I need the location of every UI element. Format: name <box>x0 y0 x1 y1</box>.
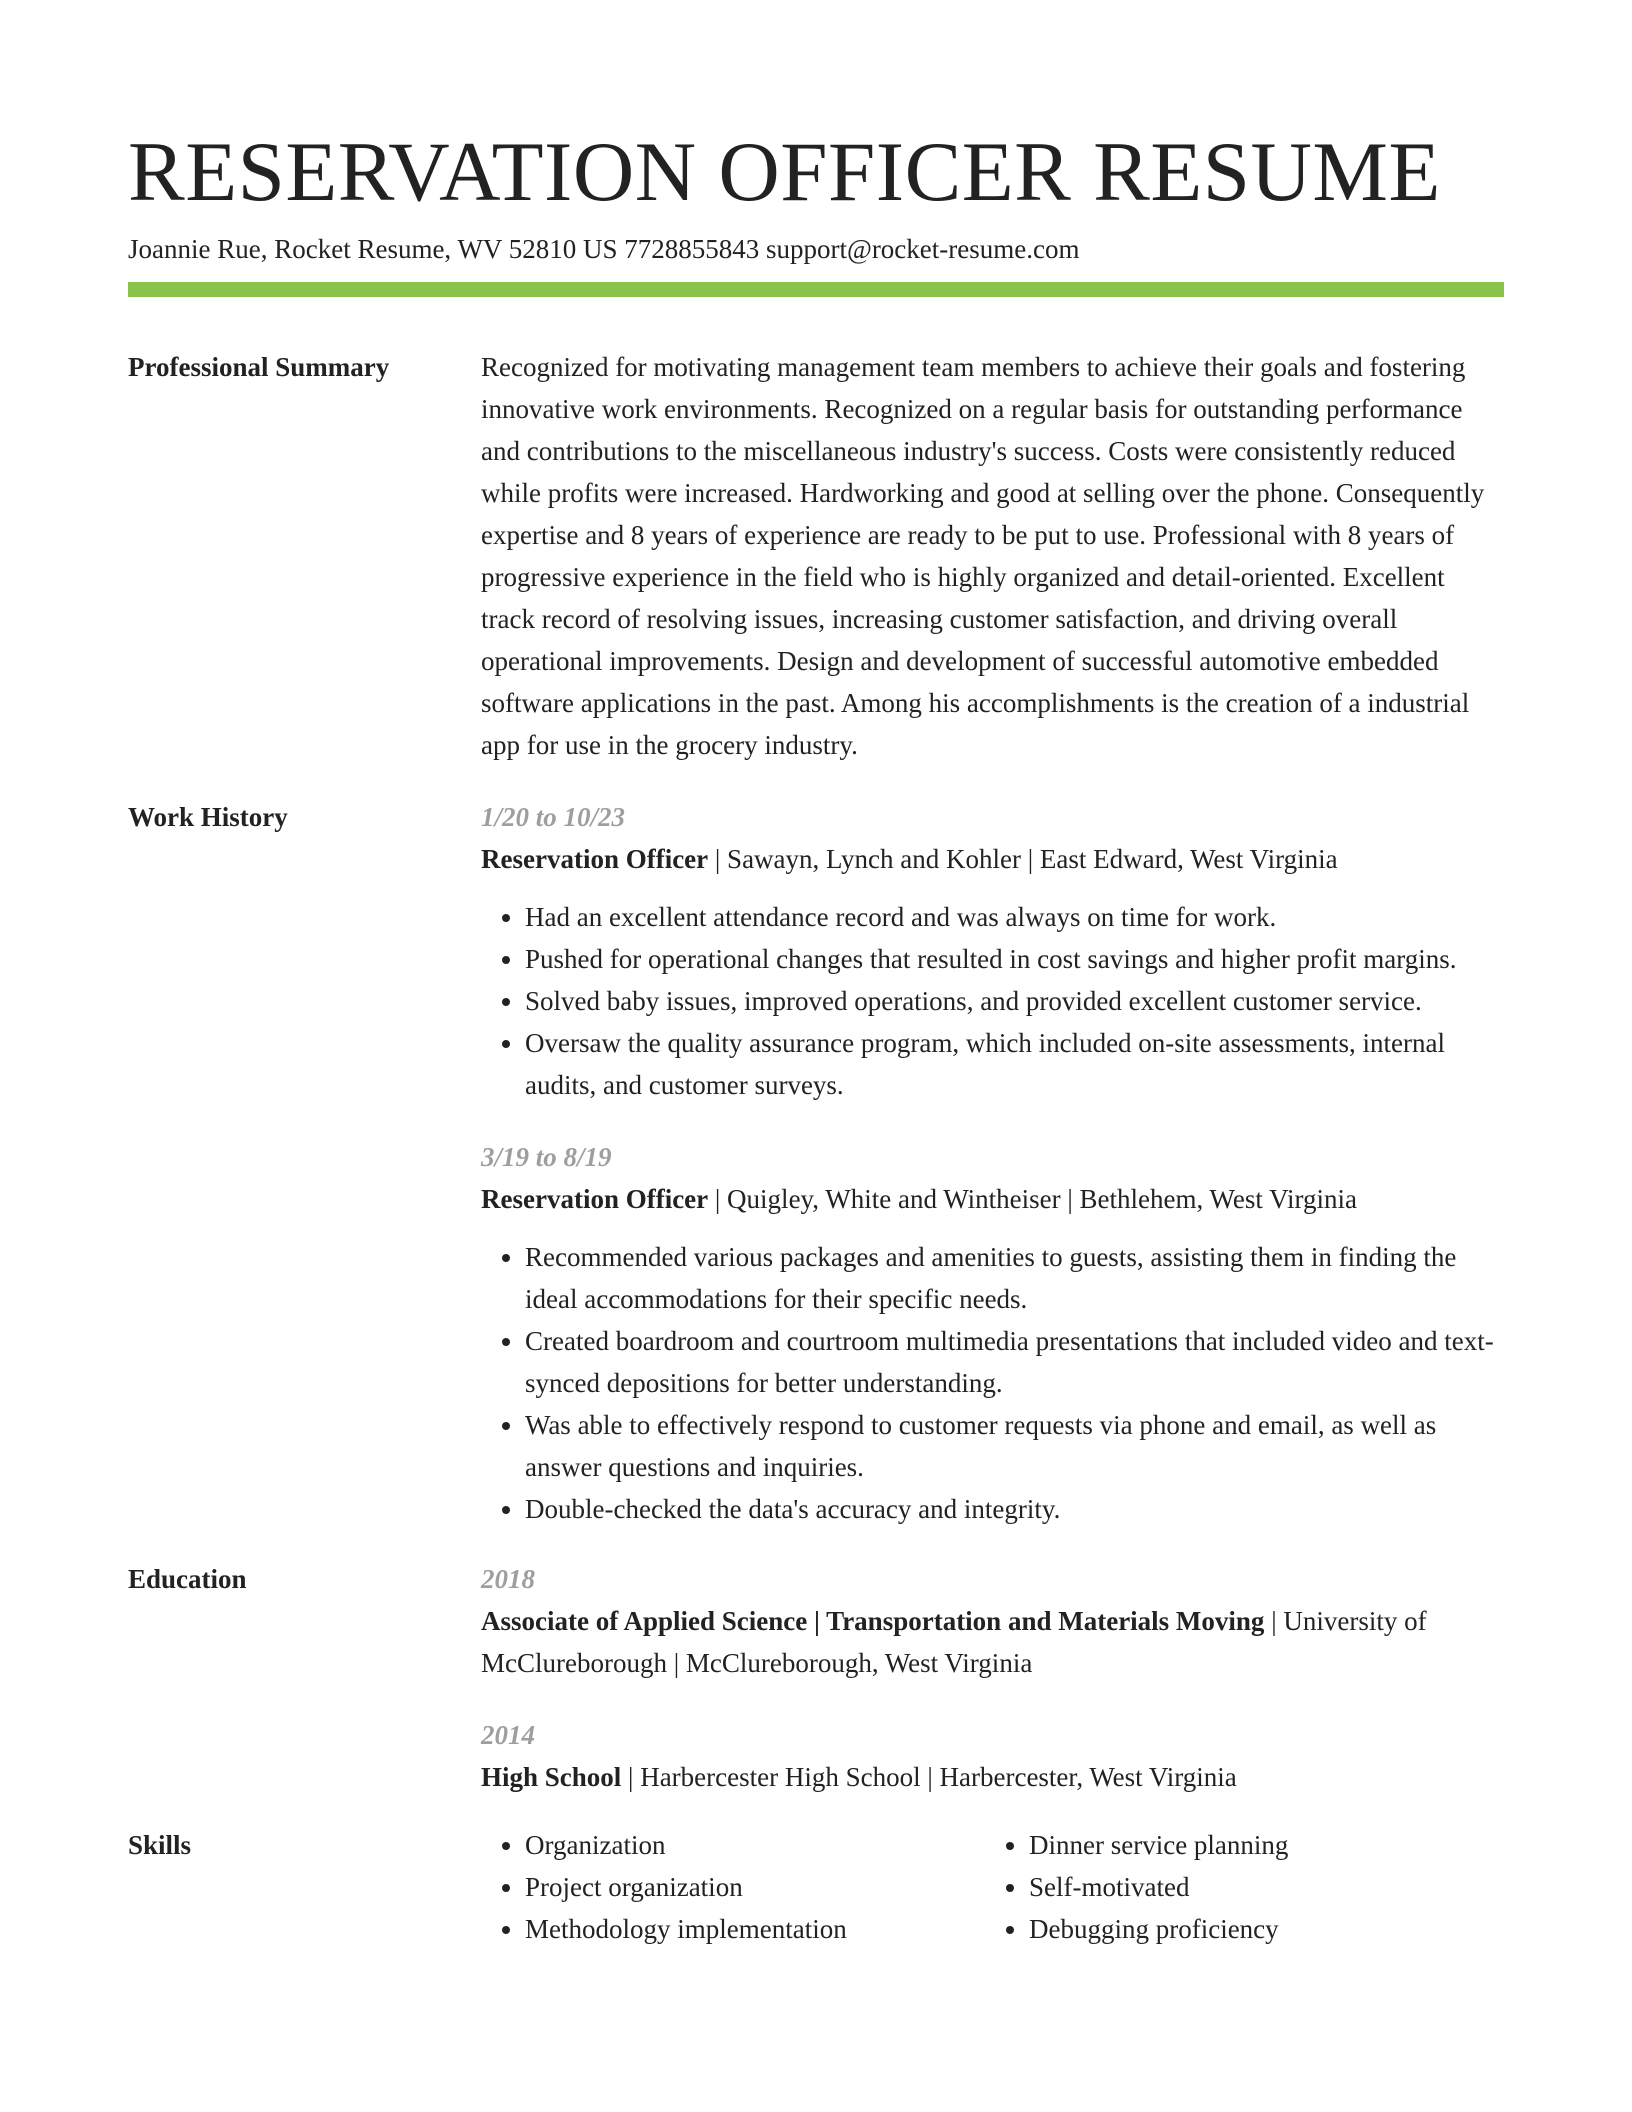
skill-item: • Project organization <box>525 1866 985 1908</box>
skills-body <box>481 1824 1504 1950</box>
education-entry <box>481 1714 1504 1798</box>
education-section <box>128 1558 1504 1798</box>
education-entry <box>481 1558 1504 1684</box>
education-body <box>481 1558 1504 1798</box>
education-line <box>481 1600 1504 1684</box>
job-role: Reservation Officer <box>481 1184 709 1214</box>
job-bullet: • Was able to effectively respond to customer requests via phone and email, as well as answer questions and inquiries. <box>525 1404 1504 1488</box>
skill-item: • Dinner service planning <box>1029 1824 1489 1866</box>
education-year: 2014 <box>481 1720 535 1750</box>
skill-item: • Debugging proficiency <box>1029 1908 1489 1950</box>
section-label-skills: Skills <box>128 1830 192 1860</box>
skills-column <box>985 1824 1489 1950</box>
summary-section <box>128 346 1504 766</box>
work-history-body <box>481 796 1504 1530</box>
job-bullet: • Double-checked the data's accuracy and integrity. <box>525 1488 1504 1530</box>
job-bullet: • Created boardroom and courtroom multimedia presentations that included video and text-synced depositions for better understanding. <box>525 1320 1504 1404</box>
section-label-summary: Professional Summary <box>128 352 390 382</box>
education-year: 2018 <box>481 1564 535 1594</box>
job-dates: 1/20 to 10/23 <box>481 802 626 832</box>
education-school-location: | Harbercester High School | Harbercester, West Virginia <box>621 1762 1237 1792</box>
job-bullet-list <box>481 1236 1504 1530</box>
skill-item: • Methodology implementation <box>525 1908 985 1950</box>
job-bullet: • Recommended various packages and amenities to guests, assisting them in finding the ideal accommodations for their specific needs. <box>525 1236 1504 1320</box>
job-role: Reservation Officer <box>481 844 709 874</box>
job-entry <box>481 1136 1504 1530</box>
job-bullet: • Solved baby issues, improved operations, and provided excellent customer service. <box>525 980 1504 1022</box>
skill-item: • Organization <box>525 1824 985 1866</box>
education-school-location: | University of McClureborough | McClureborough, West Virginia <box>481 1606 1427 1678</box>
job-employer-location: | Sawayn, Lynch and Kohler | East Edward, West Virginia <box>708 844 1338 874</box>
job-employer-location: | Quigley, White and Wintheiser | Bethlehem, West Virginia <box>708 1184 1357 1214</box>
job-dates: 3/19 to 8/19 <box>481 1142 612 1172</box>
job-title-line <box>481 1178 1504 1220</box>
section-label-education: Education <box>128 1564 247 1594</box>
education-degree: Associate of Applied Science | Transportation and Materials Moving <box>481 1606 1265 1636</box>
summary-text: Recognized for motivating management team members to achieve their goals and fostering innovative work environments. Recognized on a regular basis for outstanding performance and contributions to the miscellaneous industry's success. Costs were consistently reduced while profits were increased. Hardworking and good at selling over the phone. Consequently expertise and 8 years of experience are ready to be put to use. Professional with 8 years of progressive experience in the field who is highly organized and detail-oriented. Excellent track record of resolving issues, increasing customer satisfaction, and driving overall operational improvements. Design and development of successful automotive embedded software applications in the past. Among his accomplishments is the creation of a industrial app for use in the grocery industry. <box>481 352 1485 760</box>
education-degree: High School <box>481 1762 622 1792</box>
job-title-line <box>481 838 1504 880</box>
job-bullet: • Pushed for operational changes that resulted in cost savings and higher profit margins. <box>525 938 1504 980</box>
work-history-section <box>128 796 1504 1530</box>
header-divider <box>128 282 1504 297</box>
skills-section <box>128 1824 1504 1950</box>
education-line <box>481 1756 1504 1798</box>
section-label-work-history: Work History <box>128 802 288 832</box>
skills-column <box>481 1824 985 1950</box>
resume-title: RESERVATION OFFICER RESUME <box>128 125 1441 219</box>
skill-item: • Self-motivated <box>1029 1866 1489 1908</box>
job-bullet-list <box>481 896 1504 1106</box>
job-bullet: • Oversaw the quality assurance program, which included on-site assessments, internal audits, and customer surveys. <box>525 1022 1504 1106</box>
job-entry <box>481 796 1504 1106</box>
contact-line: Joannie Rue, Rocket Resume, WV 52810 US 7728855843 support@rocket-resume.com <box>128 234 1080 264</box>
skills-grid <box>481 1824 1504 1950</box>
job-bullet: • Had an excellent attendance record and was always on time for work. <box>525 896 1504 938</box>
